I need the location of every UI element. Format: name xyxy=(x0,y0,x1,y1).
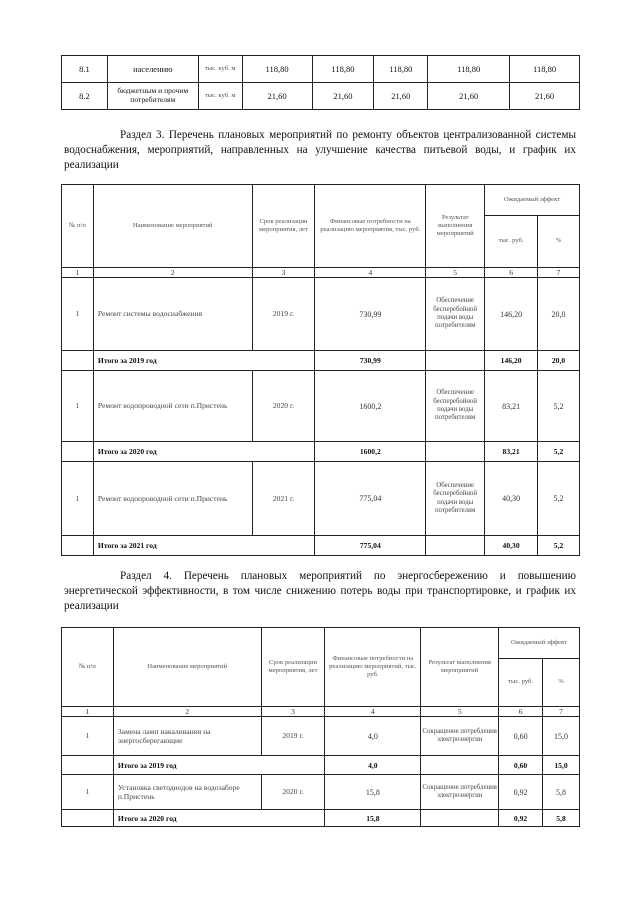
header-rub: тыс. руб. xyxy=(499,659,543,707)
row-unit: тыс. куб. м xyxy=(198,83,242,110)
row-finance: 775,04 xyxy=(315,462,426,536)
header-name: Наименование мероприятий xyxy=(113,628,261,707)
table-row xyxy=(62,56,580,83)
total-row xyxy=(62,351,580,371)
section-3-heading: Раздел 3. Перечень плановых мероприятий по ремонту объектов централизованной системы водоснабжения, мероприятий, направленных на улучшение качества питьевой воды, и график их реализации xyxy=(64,129,576,171)
index-cell: 1 xyxy=(62,707,114,717)
total-label: Итого за 2020 год xyxy=(113,810,325,827)
header-number: № п/п xyxy=(62,628,114,707)
header-result: Результат выполнения мероприятий xyxy=(426,185,485,268)
total-row xyxy=(62,442,580,462)
header-finance: Финансовые потребности на реализацию мероприятий, тыс. руб. xyxy=(325,628,421,707)
row-number: 1 xyxy=(62,717,114,756)
total-rub: 146,20 xyxy=(485,351,538,371)
total-finance: 1600,2 xyxy=(315,442,426,462)
row-finance: 4,0 xyxy=(325,717,421,756)
section-4-heading: Раздел 4. Перечень плановых мероприятий по энергосбережению и повышению энергетической эффективности, в том числе снижению потерь воды при транспортировке, и график их реализации xyxy=(64,570,576,612)
index-cell: 5 xyxy=(421,707,499,717)
total-label: Итого за 2019 год xyxy=(93,351,315,371)
total-label: Итого за 2020 год xyxy=(93,442,315,462)
row-rub: 40,30 xyxy=(485,462,538,536)
row-value-4: 21,60 xyxy=(428,83,510,110)
total-finance: 775,04 xyxy=(315,536,426,556)
row-rub: 0,60 xyxy=(499,717,543,756)
row-name: населению xyxy=(107,56,198,83)
index-cell: 4 xyxy=(315,268,426,278)
row-result: Обеспечение бесперебойной подачи воды потребителям xyxy=(426,371,485,442)
row-value-2: 118,80 xyxy=(312,56,374,83)
row-percent: 20,0 xyxy=(538,278,580,351)
total-label: Итого за 2019 год xyxy=(113,756,325,775)
header-percent: % xyxy=(543,659,580,707)
row-term: 2019 г. xyxy=(252,278,315,351)
row-name: Замена ламп накаливания на энергосберегающие xyxy=(113,717,261,756)
total-rub: 0,60 xyxy=(499,756,543,775)
total-row xyxy=(62,810,580,827)
row-number: 1 xyxy=(62,775,114,810)
row-value-1: 21,60 xyxy=(242,83,312,110)
table-index-row xyxy=(62,268,580,278)
header-name: Наименование мероприятий xyxy=(93,185,252,268)
row-term: 2020 г. xyxy=(261,775,325,810)
index-cell: 5 xyxy=(426,268,485,278)
row-number: 8.2 xyxy=(62,83,108,110)
row-name: Ремонт водопроводной сети п.Пристень xyxy=(93,371,252,442)
header-percent: % xyxy=(538,216,580,268)
index-cell: 3 xyxy=(261,707,325,717)
table-row xyxy=(62,462,580,536)
row-percent: 5,2 xyxy=(538,462,580,536)
total-rub: 40,30 xyxy=(485,536,538,556)
table-header-row xyxy=(62,628,580,659)
table-row xyxy=(62,83,580,110)
row-value-5: 21,60 xyxy=(510,83,580,110)
total-percent: 20,0 xyxy=(538,351,580,371)
header-effect: Ожидаемый эффект xyxy=(485,185,580,216)
row-name: Установка светодиодов на водозаборе п.Пристень xyxy=(113,775,261,810)
total-rub: 0,92 xyxy=(499,810,543,827)
table-row xyxy=(62,717,580,756)
row-percent: 5,2 xyxy=(538,371,580,442)
total-percent: 15,0 xyxy=(543,756,580,775)
row-term: 2020 г. xyxy=(252,371,315,442)
row-finance: 15,8 xyxy=(325,775,421,810)
total-finance: 730,99 xyxy=(315,351,426,371)
row-finance: 730,99 xyxy=(315,278,426,351)
table-row xyxy=(62,371,580,442)
table-row xyxy=(62,278,580,351)
index-cell: 3 xyxy=(252,268,315,278)
row-result: Сокращение потребления электроэнергии xyxy=(421,775,499,810)
index-cell: 6 xyxy=(485,268,538,278)
row-rub: 0,92 xyxy=(499,775,543,810)
table-row xyxy=(62,775,580,810)
row-number: 1 xyxy=(62,278,94,351)
total-rub: 83,21 xyxy=(485,442,538,462)
index-cell: 4 xyxy=(325,707,421,717)
total-row xyxy=(62,536,580,556)
total-finance: 15,8 xyxy=(325,810,421,827)
row-result: Обеспечение бесперебойной подачи воды потребителям xyxy=(426,462,485,536)
row-percent: 5,8 xyxy=(543,775,580,810)
row-value-5: 118,80 xyxy=(510,56,580,83)
row-name: бюджетным и прочим потребителям xyxy=(107,83,198,110)
total-percent: 5,8 xyxy=(543,810,580,827)
row-value-4: 118,80 xyxy=(428,56,510,83)
total-finance: 4,0 xyxy=(325,756,421,775)
row-finance: 1600,2 xyxy=(315,371,426,442)
header-result: Результат выполнения мероприятий xyxy=(421,628,499,707)
total-label: Итого за 2021 год xyxy=(93,536,315,556)
row-number: 1 xyxy=(62,371,94,442)
row-unit: тыс. куб. м xyxy=(198,56,242,83)
index-cell: 2 xyxy=(93,268,252,278)
header-rub: тыс. руб. xyxy=(485,216,538,268)
total-percent: 5,2 xyxy=(538,536,580,556)
index-cell: 7 xyxy=(543,707,580,717)
index-cell: 7 xyxy=(538,268,580,278)
row-value-1: 118,80 xyxy=(242,56,312,83)
header-term: Срок реализации мероприятия, лет xyxy=(261,628,325,707)
row-rub: 146,20 xyxy=(485,278,538,351)
row-rub: 83,21 xyxy=(485,371,538,442)
row-name: Ремонт системы водоснабжения xyxy=(93,278,252,351)
row-value-2: 21,60 xyxy=(312,83,374,110)
row-percent: 15,0 xyxy=(543,717,580,756)
row-result: Обеспечение бесперебойной подачи воды потребителям xyxy=(426,278,485,351)
row-term: 2019 г. xyxy=(261,717,325,756)
row-value-3: 21,60 xyxy=(374,83,428,110)
table-index-row xyxy=(62,707,580,717)
row-term: 2021 г. xyxy=(252,462,315,536)
total-percent: 5,2 xyxy=(538,442,580,462)
table-section-3 xyxy=(61,184,580,556)
header-finance: Финансовые потребности на реализацию мероприятия, тыс. руб. xyxy=(315,185,426,268)
header-term: Срок реализации мероприятия, лет xyxy=(252,185,315,268)
row-number: 1 xyxy=(62,462,94,536)
index-cell: 6 xyxy=(499,707,543,717)
header-number: № п/п xyxy=(62,185,94,268)
table-header-row xyxy=(62,185,580,216)
total-row xyxy=(62,756,580,775)
row-number: 8.1 xyxy=(62,56,108,83)
row-value-3: 118,80 xyxy=(374,56,428,83)
row-result: Сокращение потребления электроэнергии xyxy=(421,717,499,756)
table-section-4 xyxy=(61,627,580,827)
table-top xyxy=(61,55,580,110)
index-cell: 2 xyxy=(113,707,261,717)
row-name: Ремонт водопроводной сети п.Пристень xyxy=(93,462,252,536)
header-effect: Ожидаемый эффект xyxy=(499,628,580,659)
index-cell: 1 xyxy=(62,268,94,278)
